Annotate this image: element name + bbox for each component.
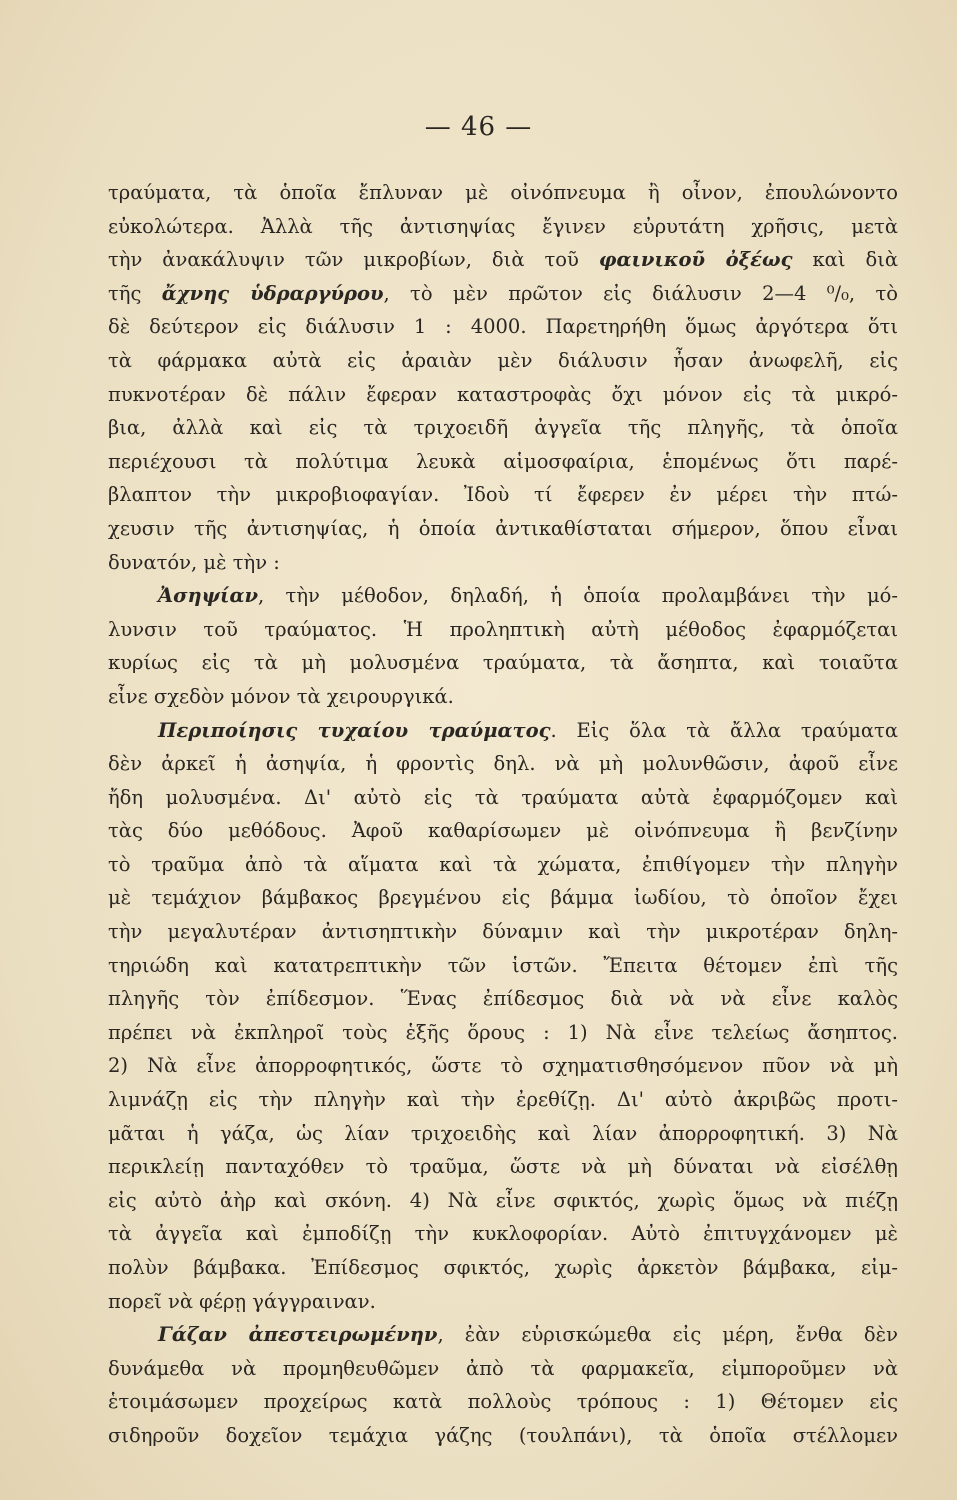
text-line: βλαπτον τὴν μικροβιοφαγίαν. Ἰδοὺ τί ἔφερεν ἐν μέρει τὴν πτώ-: [108, 483, 898, 507]
text-line: βια, ἀλλὰ καὶ εἰς τὰ τριχοειδῆ ἀγγεῖα τῆς πληγῆς, τὰ ὁποῖα: [108, 416, 898, 440]
text-line: τὰ φάρμακα αὐτὰ εἰς ἀραιὰν μὲν διάλυσιν ἦσαν ἀνωφελῆ, εἰς: [108, 348, 898, 372]
text-line: πυκνοτέραν δὲ πάλιν ἔφεραν καταστροφὰς ὄχι μόνον εἰς τὰ μικρό-: [108, 382, 898, 406]
text-line: λυνσιν τοῦ τραύματος. Ἡ προληπτικὴ αὐτὴ μέθοδος ἐφαρμόζεται: [108, 617, 898, 641]
text-line: εἶνε σχεδὸν μόνον τὰ χειρουργικά.: [108, 684, 454, 708]
text-line: ἤδη μολυσμένα. Δι' αὐτὸ εἰς τὰ τραύματα αὐτὰ ἐφαρμόζομεν καὶ: [108, 785, 898, 809]
text-line: τηριώδη καὶ κατατρεπτικὴν τῶν ἱστῶν. Ἔπειτα θέτομεν ἐπὶ τῆς: [108, 953, 898, 977]
text-line: περικλείῃ πανταχόθεν τὸ τραῦμα, ὥστε νὰ μὴ δύναται νὰ εἰσέλθῃ: [108, 1155, 898, 1179]
text-line: Γάζαν ἀπεστειρωμένην, ἐὰν εὑρισκώμεθα εἰς μέρη, ἔνθα δὲν: [158, 1323, 898, 1347]
emphasized-term: Περιποίησις τυχαίου τραύματος: [158, 718, 551, 742]
text-line: δυνατόν, μὲ τὴν :: [108, 550, 280, 574]
text-line: εὐκολώτερα. Ἀλλὰ τῆς ἀντισηψίας ἔγινεν εὐρυτάτη χρῆσις, μετὰ: [108, 214, 898, 238]
text-line: εἰς αὐτὸ ἀὴρ καὶ σκόνη. 4) Νὰ εἶνε σφικτός, χωρὶς ὅμως νὰ πιέζῃ: [108, 1188, 898, 1212]
text-line: τὰς δύο μεθόδους. Ἀφοῦ καθαρίσωμεν μὲ οἰνόπνευμα ἢ βενζίνην: [108, 819, 898, 843]
text-line: δὲ δεύτερον εἰς διάλυσιν 1 : 4000. Παρετηρήθη ὅμως ἀργότερα ὅτι: [108, 315, 898, 339]
text-line: χευσιν τῆς ἀντισηψίας, ἡ ὁποία ἀντικαθίσταται σήμερον, ὅπου εἶναι: [108, 516, 898, 540]
text-line: τὴν μεγαλυτέραν ἀντισηπτικὴν δύναμιν καὶ τὴν μικροτέραν δηλη-: [108, 920, 898, 944]
text-line: λιμνάζῃ εἰς τὴν πληγὴν καὶ τὴν ἐρεθίζῃ. Δι' αὐτὸ ἀκριβῶς προτι-: [108, 1088, 898, 1112]
emphasized-term: φαινικοῦ ὀξέως: [598, 248, 793, 272]
text-line: περιέχουσι τὰ πολύτιμα λευκὰ αἱμοσφαίρια, ἑπομένως ὅτι παρέ-: [108, 449, 898, 473]
text-line: τῆς ἄχνης ὑδραργύρου, τὸ μὲν πρῶτον εἰς διάλυσιν 2—4 ⁰/₀, τὸ: [108, 281, 898, 305]
text-line: 2) Νὰ εἶνε ἀπορροφητικός, ὥστε τὸ σχηματισθησόμενον πῦον νὰ μὴ: [108, 1054, 898, 1078]
text-line: Ἀσηψίαν, τὴν μέθοδον, δηλαδή, ἡ ὁποία προλαμβάνει τὴν μό-: [158, 584, 898, 608]
body-text: [108, 176, 898, 1453]
emphasized-term: ἄχνης ὑδραργύρου: [161, 281, 384, 305]
text-line: μὲ τεμάχιον βάμβακος βρεγμένου εἰς βάμμα ἰωδίου, τὸ ὁποῖον ἔχει: [108, 886, 898, 910]
emphasized-term: Ἀσηψίαν: [158, 584, 259, 608]
text-line: τὴν ἀνακάλυψιν τῶν μικροβίων, διὰ τοῦ φαινικοῦ ὀξέως καὶ διὰ: [108, 248, 898, 272]
page-number: — 46 —: [424, 112, 533, 142]
text-line: πρέπει νὰ ἐκπληροῖ τοὺς ἑξῆς ὅρους : 1) Νὰ εἶνε τελείως ἄσηπτος.: [108, 1020, 898, 1044]
emphasized-term: Γάζαν ἀπεστειρωμένην: [158, 1323, 438, 1347]
text-line: τὰ ἀγγεῖα καὶ ἐμποδίζῃ τὴν κυκλοφορίαν. Αὐτὸ ἐπιτυγχάνομεν μὲ: [108, 1222, 898, 1246]
text-line: σιδηροῦν δοχεῖον τεμάχια γάζης (τουλπάνι), τὰ ὁποῖα στέλλομεν: [108, 1423, 898, 1447]
text-line: δὲν ἀρκεῖ ἡ ἀσηψία, ἡ φροντὶς δηλ. νὰ μὴ μολυνθῶσιν, ἀφοῦ εἶνε: [108, 752, 898, 776]
text-line: κυρίως εἰς τὰ μὴ μολυσμένα τραύματα, τὰ ἄσηπτα, καὶ τοιαῦτα: [108, 651, 898, 675]
text-line: πορεῖ νὰ φέρῃ γάγγραιναν.: [108, 1289, 376, 1313]
text-line: πολὺν βάμβακα. Ἐπίδεσμος σφικτός, χωρὶς ἀρκετὸν βάμβακα, εἰμ-: [108, 1256, 898, 1279]
text-line: τὸ τραῦμα ἀπὸ τὰ αἵματα καὶ τὰ χώματα, ἐπιθίγομεν τὴν πληγὴν: [108, 852, 898, 876]
text-line: Περιποίησις τυχαίου τραύματος. Εἰς ὅλα τὰ ἄλλα τραύματα: [158, 718, 898, 742]
text-line: τραύματα, τὰ ὁποῖα ἔπλυναν μὲ οἰνόπνευμα ἢ οἶνον, ἐπουλώνοντο: [108, 181, 898, 204]
text-line: πληγῆς τὸν ἐπίδεσμον. Ἕνας ἐπίδεσμος διὰ νὰ νὰ εἶνε καλὸς: [108, 987, 898, 1011]
text-line: ἑτοιμάσωμεν προχείρως κατὰ πολλοὺς τρόπους : 1) Θέτομεν εἰς: [108, 1390, 898, 1414]
text-line: μᾶται ἡ γάζα, ὡς λίαν τριχοειδὴς καὶ λίαν ἀπορροφητική. 3) Νὰ: [108, 1121, 898, 1145]
text-line: δυνάμεθα νὰ προμηθευθῶμεν ἀπὸ τὰ φαρμακεῖα, εἰμποροῦμεν νὰ: [108, 1356, 898, 1380]
